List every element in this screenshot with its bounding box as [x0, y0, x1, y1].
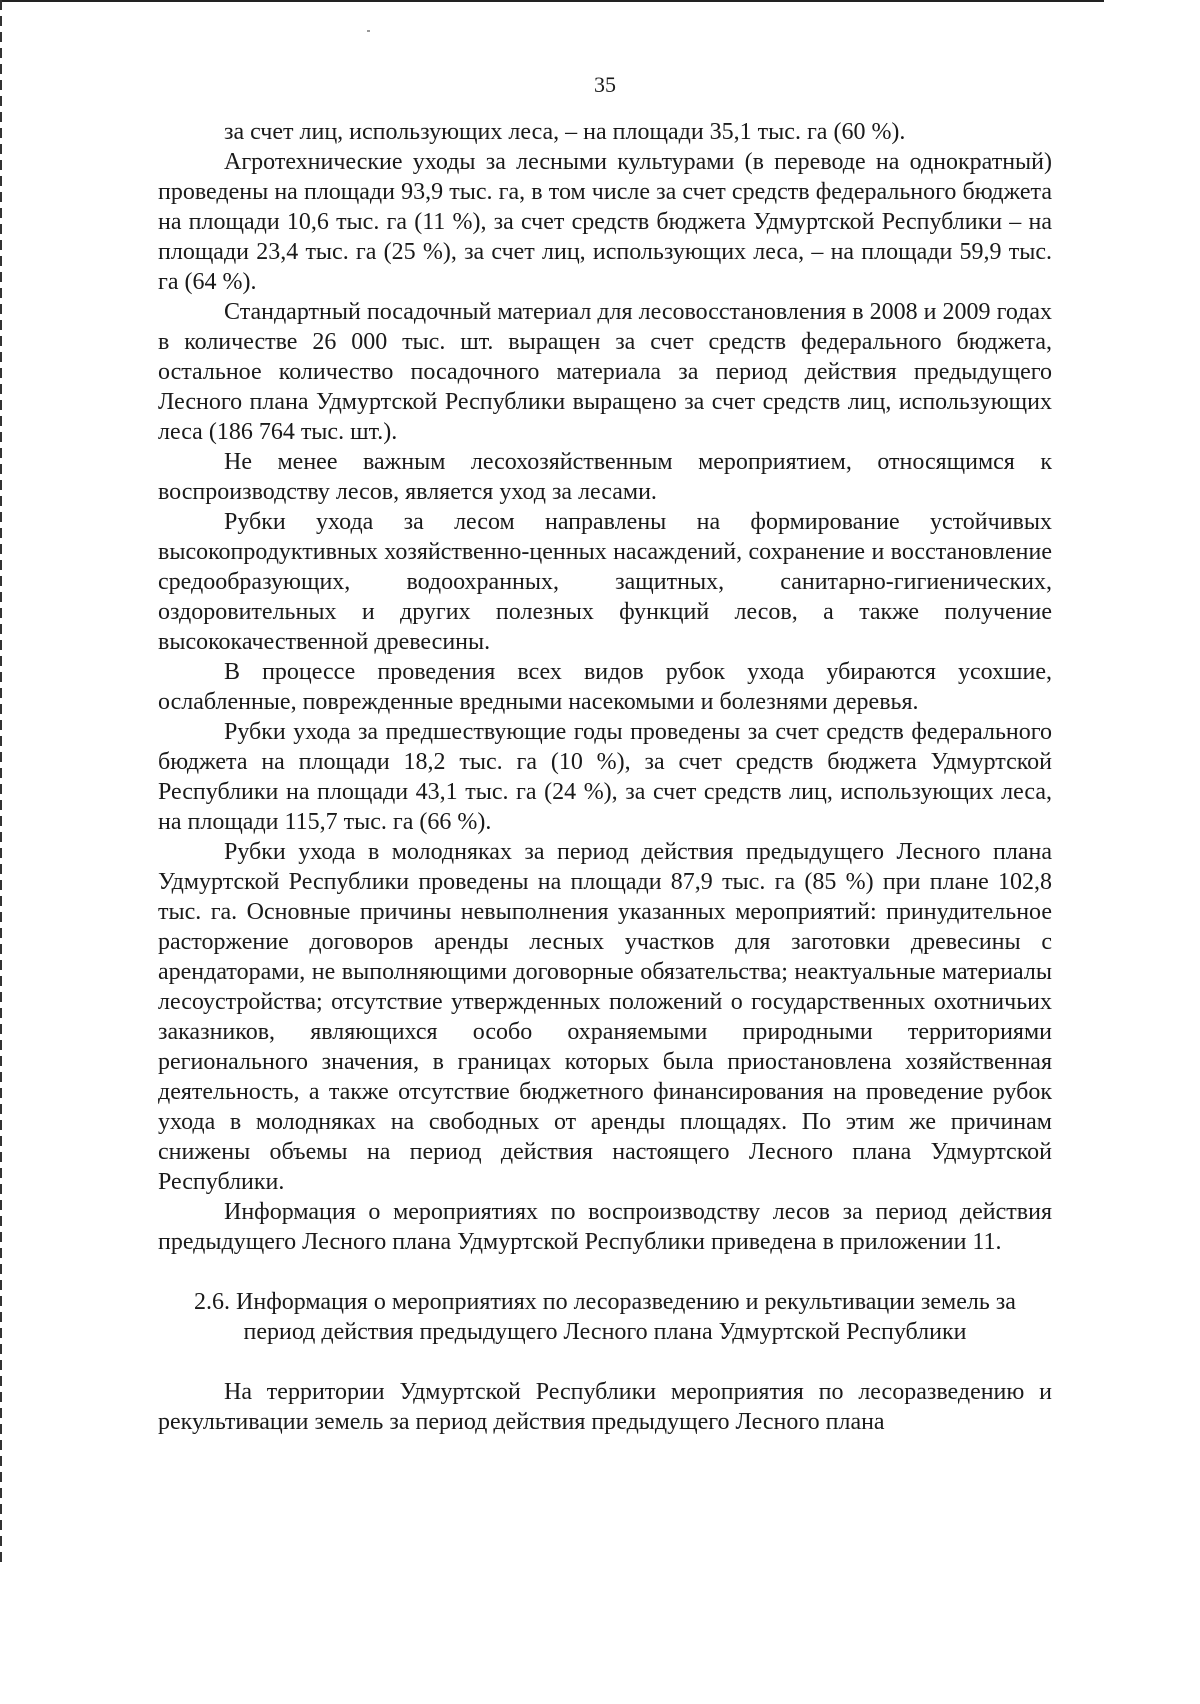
paragraph-8: Рубки ухода в молодняках за период действия предыдущего Лесного плана Удмуртской Республики проведены на площади 87,9 тыс. га (85 %) при плане 102,8 тыс. га. Основные причины невыполнения указанных мероприятий: принудительное расторжение договоров аренды лесных участков для заготовки древесины с арендаторами, не выполняющими договорные обязательства; неактуальные материалы лесоустройства; отсутствие утвержденных положений о государственных охотничьих заказников, являющихся особо охраняемыми природными территориями регионального значения, в границах которых была приостановлена хозяйственная деятельность, а также отсутствие бюджетного финансирования на проведение рубок ухода в молодняках на свободных от аренды площадях. По этим же причинам снижены объемы на период действия настоящего Лесного плана Удмуртской Республики.: [158, 839, 1052, 1195]
paragraph-6: В процессе проведения всех видов рубок ухода убираются усохшие, ослабленные, поврежденные вредными насекомыми и болезнями деревья.: [158, 659, 1052, 715]
scan-left-edge: [0, 0, 2, 1568]
paragraph-3: Стандартный посадочный материал для лесовосстановления в 2008 и 2009 годах в количестве 26 000 тыс. шт. выращен за счет средств федерального бюджета, остальное количество посадочного материала за период действия предыдущего Лесного плана Удмуртской Республики выращено за счет средств лиц, использующих леса (186 764 тыс. шт.).: [158, 299, 1052, 445]
scan-speck: [367, 30, 370, 32]
scan-top-edge: [0, 0, 1104, 2]
paragraph-7: Рубки ухода за предшествующие годы проведены за счет средств федерального бюджета на площади 18,2 тыс. га (10 %), за счет средств бюджета Удмуртской Республики на площади 43,1 тыс. га (24 %), за счет средств лиц, использующих леса, на площади 115,7 тыс. га (66 %).: [158, 719, 1052, 835]
page-number: 35: [594, 72, 616, 97]
section-heading: [158, 1287, 1052, 1347]
paragraph-1: за счет лиц, использующих леса, – на площади 35,1 тыс. га (60 %).: [224, 119, 906, 145]
paragraph-2: Агротехнические уходы за лесными культурами (в переводе на однократный) проведены на площади 93,9 тыс. га, в том числе за счет средств федерального бюджета на площади 10,6 тыс. га (11 %), за счет средств бюджета Удмуртской Республики – на площади 23,4 тыс. га (25 %), за счет лиц, использующих леса, – на площади 59,9 тыс. га (64 %).: [158, 149, 1052, 295]
paragraph-5: Рубки ухода за лесом направлены на формирование устойчивых высокопродуктивных хозяйственно-ценных насаждений, сохранение и восстановление средообразующих, водоохранных, защитных, санитарно-гигиенических, оздоровительных и других полезных функций лесов, а также получение высококачественной древесины.: [158, 509, 1052, 655]
section-heading-line-2: период действия предыдущего Лесного плана Удмуртской Республики: [243, 1319, 967, 1345]
document-body: [158, 117, 1052, 1437]
section-paragraph: На территории Удмуртской Республики мероприятия по лесоразведению и рекультивации земель за период действия предыдущего Лесного плана: [158, 1379, 1052, 1435]
paragraph-4: Не менее важным лесохозяйственным мероприятием, относящимся к воспроизводству лесов, является уход за лесами.: [158, 449, 1052, 505]
section-heading-line-1: 2.6. Информация о мероприятиях по лесоразведению и рекультивации земель за: [194, 1289, 1016, 1315]
paragraph-9: Информация о мероприятиях по воспроизводству лесов за период действия предыдущего Лесного плана Удмуртской Республики приведена в приложении 11.: [158, 1199, 1052, 1255]
